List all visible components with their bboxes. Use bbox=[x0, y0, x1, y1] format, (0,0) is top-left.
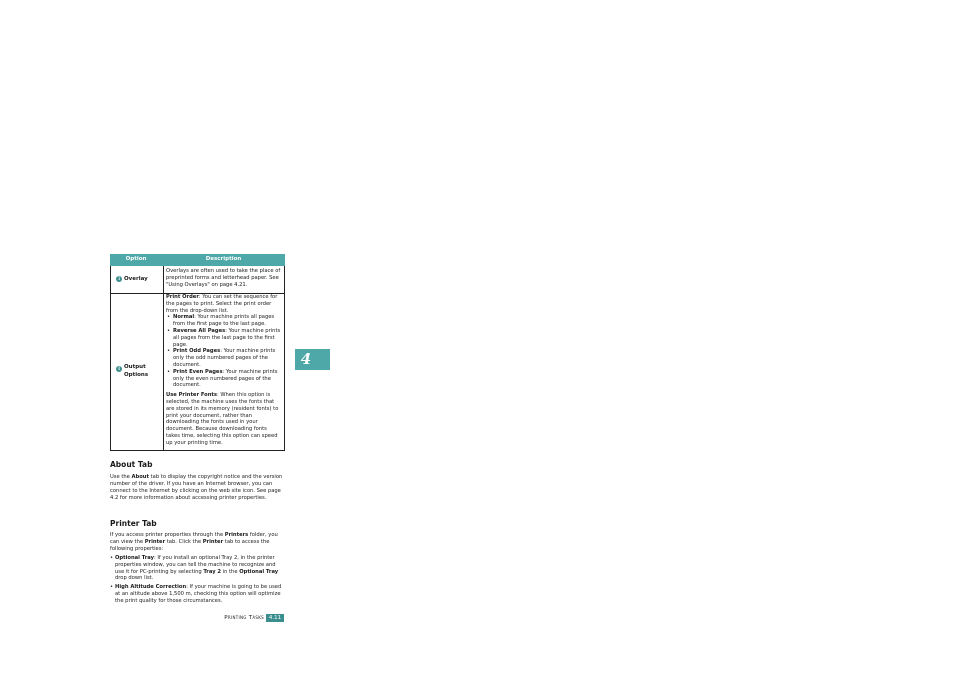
options-table bbox=[110, 254, 285, 451]
output-options-description: Print Order: You can set the sequence for the pages to print. Select the print order from the drop-down list. • Normal: Your machine prints all pages from the first page to the last page. • Reverse All Pages: Your machine prints all pages from the last page to the first page. • Print Odd Pages: Your machine prints only the odd numbered pages of the document. • Print Even Pages: Your machine prints only the even numbered pages of the document. Use Printer Fonts: When this option is selected, the machine uses the fonts that are stored in its memory (resident fonts) to print your document, rather than downloading the fonts used in your document. Because downloading fonts takes time, selecting this option can speed up your printing time. bbox=[166, 294, 282, 447]
callout-3-icon: 3 bbox=[117, 276, 121, 281]
high-altitude-bullet: • High Altitude Correction: If your machine is going to be used at an altitude above 1,500 m, checking this option will optimize the print quality for those circumstances. bbox=[110, 584, 284, 605]
option-output-options: Output Options bbox=[124, 364, 149, 378]
list-item: • Reverse All Pages: Your machine prints all pages from the last page to the first page. bbox=[166, 328, 282, 348]
page-number: 4.11 bbox=[266, 614, 284, 622]
list-item: • Print Odd Pages: Your machine prints only the odd numbered pages of the document. bbox=[166, 348, 282, 368]
list-item: • Print Even Pages: Your machine prints only the even numbered pages of the document. bbox=[166, 369, 282, 389]
callout-4-icon: 4 bbox=[117, 366, 121, 371]
table-header bbox=[110, 254, 285, 266]
header-description: Description bbox=[205, 256, 242, 262]
chapter-number: 4 bbox=[300, 350, 312, 368]
printer-tab-text: If you access printer properties through the Printers folder, you can view the Printer tab. Click the Printer tab to access the following properties: • Optional Tray: If you install an optional Tray 2, in the printer properties window, you can tell the machine to recognize and use it for PC-printing by selecting Tray 2 in the Optional Tray drop down list. • High Altitude Correction: If your machine is going to be used at an altitude above 1,500 m, checking this option will optimize the print quality for those circumstances. bbox=[110, 532, 284, 605]
chapter-tab bbox=[295, 349, 330, 370]
option-overlay: Overlay bbox=[124, 276, 148, 282]
table-body bbox=[110, 266, 285, 451]
list-item: • Normal: Your machine prints all pages from the first page to the last page. bbox=[166, 314, 282, 328]
printer-tab-heading: Printer Tab bbox=[110, 519, 157, 528]
overlay-description: Overlays are often used to take the place of preprinted forms and letterhead paper. See "Using Overlays" on page 4.21. bbox=[166, 268, 281, 288]
about-tab-text: Use the About tab to display the copyright notice and the version number of the driver. If you have an Internet browser, you can connect to the Internet by clicking on the web site icon. See page 4.2 for more information about accessing printer properties. bbox=[110, 474, 283, 501]
about-tab-heading: About Tab bbox=[110, 460, 153, 469]
footer-section-title: Printing Tasks bbox=[224, 615, 264, 621]
header-option: Option bbox=[125, 256, 147, 262]
optional-tray-bullet: • Optional Tray: If you install an optional Tray 2, in the printer properties window, you can tell the machine to recognize and use it for PC-printing by selecting Tray 2 in the Optional Tray drop down list. bbox=[110, 555, 284, 583]
